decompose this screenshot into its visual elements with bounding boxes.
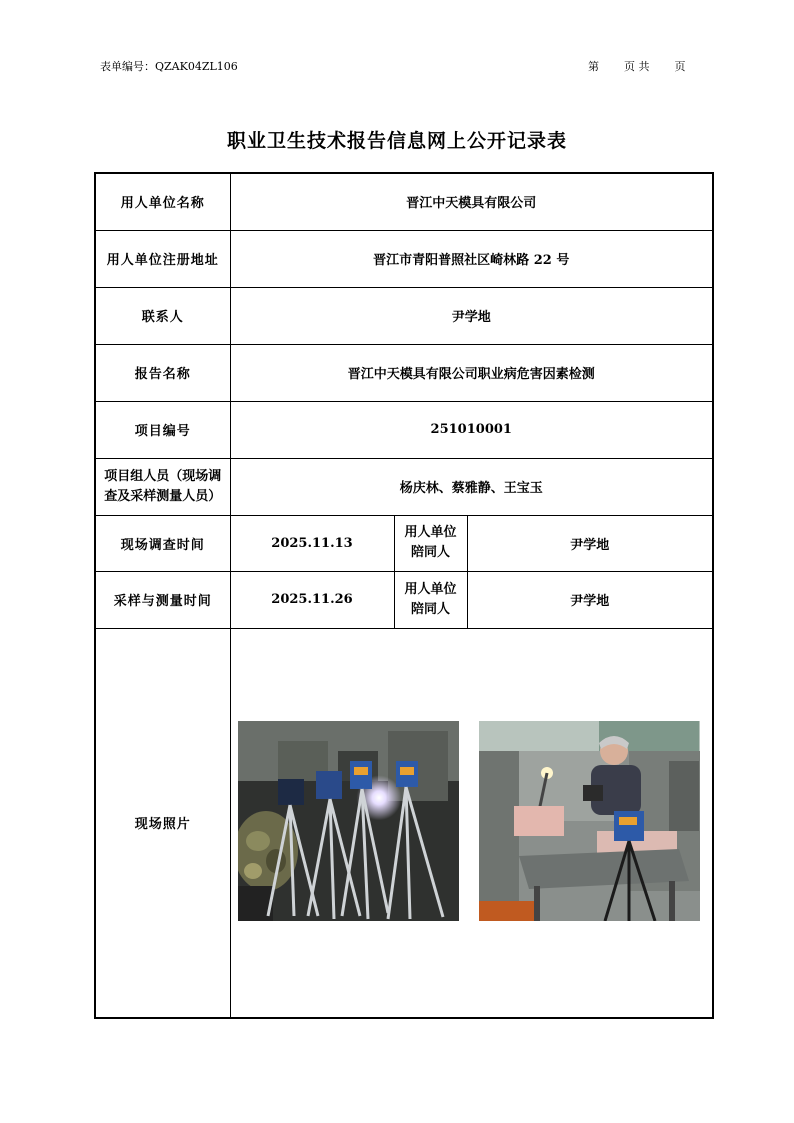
page-label-3: 页: [674, 60, 686, 73]
row-employer-name: [95, 173, 713, 230]
row-survey-time: [95, 515, 713, 571]
sampling-accomp-label-line2: 陪同人: [410, 601, 450, 617]
project-no-value: 251010001: [230, 401, 713, 458]
contact-value: 尹学地: [230, 287, 713, 344]
employer-name-value: 晋江中天模具有限公司: [230, 173, 713, 230]
photos-label: 现场照片: [95, 628, 230, 1018]
site-photo-2: [479, 721, 700, 921]
row-team: [95, 458, 713, 515]
employer-address-value: 晋江市青阳普照社区崎林路 22 号: [230, 230, 713, 287]
sampling-accomp-label: [394, 571, 467, 628]
sampling-accomp-value: 尹学地: [467, 571, 713, 628]
site-photo-2-image: [479, 721, 700, 921]
survey-accomp-value: 尹学地: [467, 515, 713, 571]
report-name-label: 报告名称: [95, 344, 230, 401]
site-photo-1-image: [238, 721, 459, 921]
survey-time-value: 2025.11.13: [230, 515, 394, 571]
team-label-line2: 查及采样测量人员）: [104, 488, 222, 504]
site-photo-1: [238, 721, 459, 921]
row-employer-address: [95, 230, 713, 287]
sampling-time-value: 2025.11.26: [230, 571, 394, 628]
page-title: 职业卫生技术报告信息网上公开记录表: [226, 130, 567, 152]
employer-name-label: 用人单位名称: [95, 173, 230, 230]
survey-time-label: 现场调查时间: [95, 515, 230, 571]
row-project-no: [95, 401, 713, 458]
survey-accomp-label-line2: 陪同人: [410, 545, 450, 560]
team-label: [95, 458, 230, 515]
survey-accomp-label-line1: 用人单位: [404, 525, 457, 540]
row-report-name: [95, 344, 713, 401]
row-contact: [95, 287, 713, 344]
report-name-value: 晋江中天模具有限公司职业病危害因素检测: [230, 344, 713, 401]
team-value: 杨庆林、蔡雅静、王宝玉: [230, 458, 713, 515]
photos-cell: [230, 628, 713, 1018]
photos-container: [231, 629, 713, 1017]
project-no-label: 项目编号: [95, 401, 230, 458]
record-table: [94, 172, 714, 1019]
team-label-line1: 项目组人员（现场调: [104, 468, 222, 484]
sampling-time-label: 采样与测量时间: [95, 571, 230, 628]
row-sampling-time: [95, 571, 713, 628]
sampling-accomp-label-line1: 用人单位: [404, 581, 457, 597]
contact-label: 联系人: [95, 287, 230, 344]
employer-address-label: 用人单位注册地址: [95, 230, 230, 287]
page-label-1: 第: [588, 60, 599, 73]
page-label-2: 页 共: [624, 60, 650, 73]
page-counter: [588, 58, 686, 74]
row-photos: [95, 628, 713, 1018]
survey-accomp-label: [394, 515, 467, 571]
form-number: 表单编号：QZAK04ZL106: [100, 60, 238, 73]
